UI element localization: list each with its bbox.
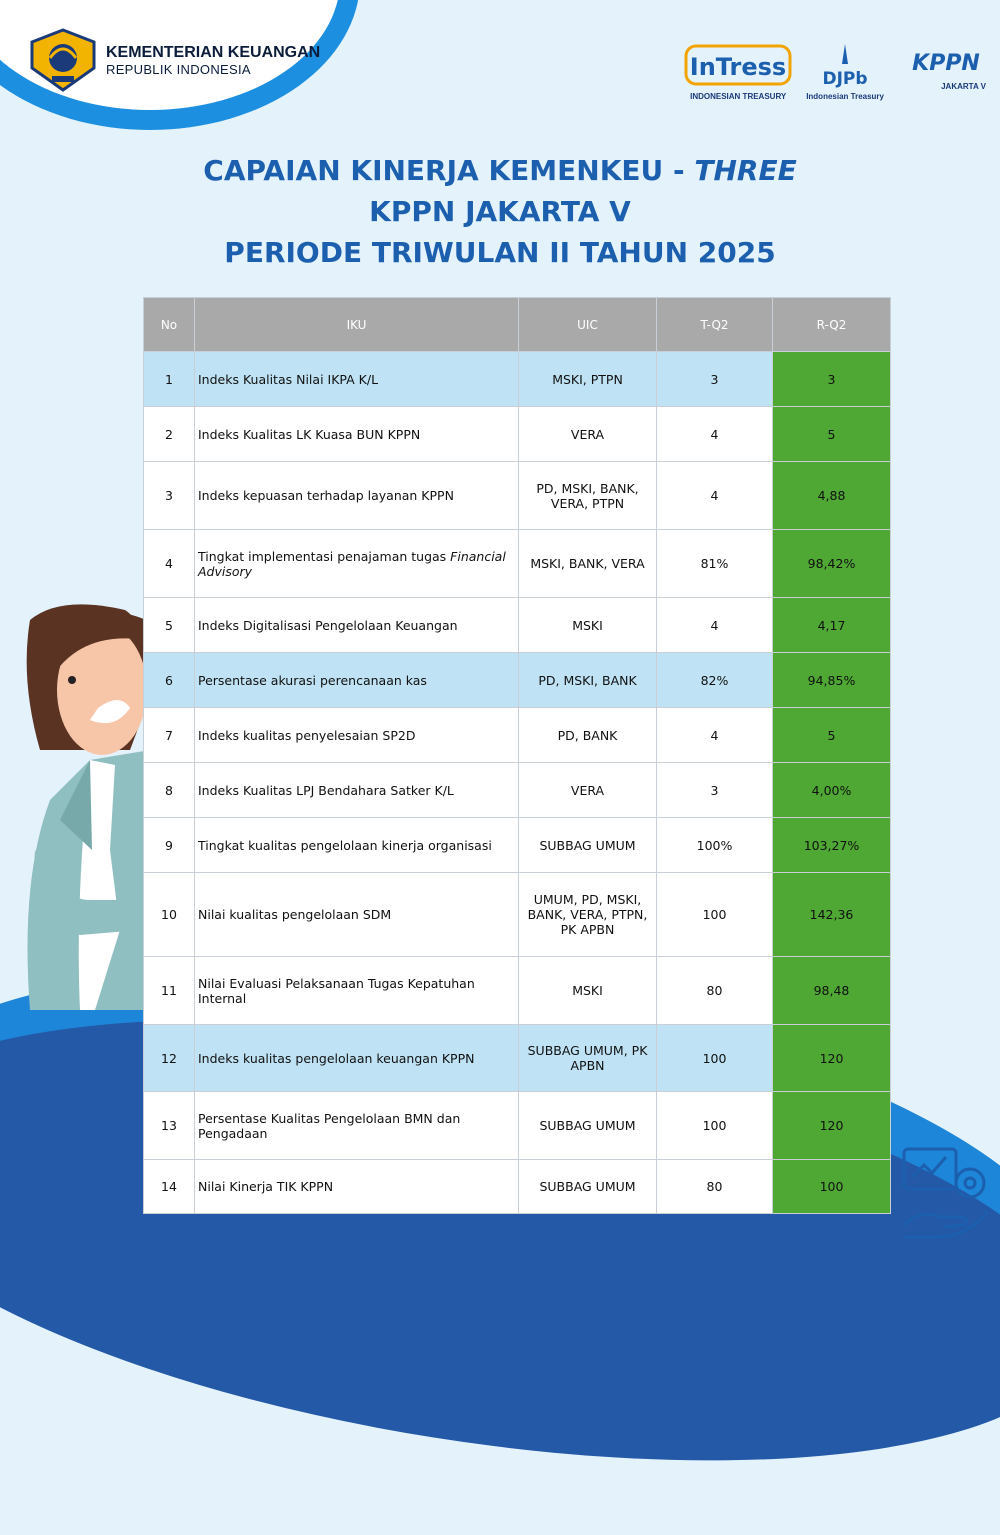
cell-iku: Indeks kepuasan terhadap layanan KPPN bbox=[195, 462, 519, 530]
cell-rq2: 94,85% bbox=[773, 653, 891, 708]
djpb-caption: Indonesian Treasury bbox=[806, 92, 884, 101]
cell-rq2: 4,00% bbox=[773, 763, 891, 818]
djpb-logo bbox=[806, 42, 884, 101]
cell-tq2: 80 bbox=[657, 957, 773, 1025]
cell-iku: Nilai Evaluasi Pelaksanaan Tugas Kepatuhan Internal bbox=[195, 957, 519, 1025]
cell-no: 1 bbox=[144, 352, 195, 407]
analytics-hand-icon bbox=[900, 1145, 992, 1240]
cell-uic: UMUM, PD, MSKI, BANK, VERA, PTPN, PK APBN bbox=[519, 873, 657, 957]
table-row bbox=[144, 957, 891, 1025]
cell-no: 8 bbox=[144, 763, 195, 818]
cell-rq2: 4,88 bbox=[773, 462, 891, 530]
cell-no: 9 bbox=[144, 818, 195, 873]
ministry-brand bbox=[28, 28, 320, 92]
table-header-row bbox=[144, 298, 891, 352]
cell-uic: MSKI, PTPN bbox=[519, 352, 657, 407]
cell-rq2: 100 bbox=[773, 1160, 891, 1214]
cell-iku: Nilai Kinerja TIK KPPN bbox=[195, 1160, 519, 1214]
cell-iku: Indeks Digitalisasi Pengelolaan Keuangan bbox=[195, 598, 519, 653]
cell-uic: VERA bbox=[519, 407, 657, 462]
cell-uic: SUBBAG UMUM, PK APBN bbox=[519, 1025, 657, 1092]
table-row bbox=[144, 352, 891, 407]
cell-uic: MSKI, BANK, VERA bbox=[519, 530, 657, 598]
col-header-rq2: R-Q2 bbox=[773, 298, 891, 352]
cell-rq2: 4,17 bbox=[773, 598, 891, 653]
kppn-caption: JAKARTA V bbox=[941, 82, 986, 91]
table-row bbox=[144, 1092, 891, 1160]
cell-tq2: 4 bbox=[657, 462, 773, 530]
cell-iku: Persentase akurasi perencanaan kas bbox=[195, 653, 519, 708]
page-title bbox=[0, 150, 1000, 273]
table-row bbox=[144, 873, 891, 957]
title-line-3: PERIODE TRIWULAN II TAHUN 2025 bbox=[224, 236, 776, 269]
cell-uic: PD, MSKI, BANK bbox=[519, 653, 657, 708]
title-italic-three: THREE bbox=[694, 154, 797, 187]
svg-text:InTress: InTress bbox=[689, 53, 787, 81]
org-subname: REPUBLIK INDONESIA bbox=[106, 61, 251, 77]
table-row bbox=[144, 407, 891, 462]
cell-iku: Indeks kualitas pengelolaan keuangan KPPN bbox=[195, 1025, 519, 1092]
cell-no: 2 bbox=[144, 407, 195, 462]
cell-no: 10 bbox=[144, 873, 195, 957]
col-header-tq2: T-Q2 bbox=[657, 298, 773, 352]
org-name: KEMENTERIAN KEUANGAN bbox=[106, 43, 321, 61]
woman-illustration bbox=[20, 600, 150, 1010]
cell-no: 7 bbox=[144, 708, 195, 763]
cell-no: 14 bbox=[144, 1160, 195, 1214]
cell-tq2: 100 bbox=[657, 1025, 773, 1092]
cell-rq2: 5 bbox=[773, 708, 891, 763]
table-row bbox=[144, 462, 891, 530]
cell-tq2: 82% bbox=[657, 653, 773, 708]
kppn-logo-icon bbox=[898, 42, 994, 78]
cell-iku: Indeks Kualitas LPJ Bendahara Satker K/L bbox=[195, 763, 519, 818]
iku-table bbox=[143, 297, 891, 1214]
cell-rq2: 5 bbox=[773, 407, 891, 462]
cell-rq2: 120 bbox=[773, 1092, 891, 1160]
svg-text:KPPN: KPPN bbox=[912, 51, 980, 76]
ministry-emblem-icon bbox=[28, 28, 98, 92]
col-header-uic: UIC bbox=[519, 298, 657, 352]
cell-no: 6 bbox=[144, 653, 195, 708]
cell-tq2: 100 bbox=[657, 873, 773, 957]
cell-tq2: 4 bbox=[657, 598, 773, 653]
cell-tq2: 80 bbox=[657, 1160, 773, 1214]
cell-rq2: 3 bbox=[773, 352, 891, 407]
table-row bbox=[144, 708, 891, 763]
svg-text:DJPb: DJPb bbox=[822, 69, 868, 88]
table-row bbox=[144, 530, 891, 598]
cell-rq2: 103,27% bbox=[773, 818, 891, 873]
cell-no: 4 bbox=[144, 530, 195, 598]
col-header-iku: IKU bbox=[195, 298, 519, 352]
cell-rq2: 98,48 bbox=[773, 957, 891, 1025]
cell-rq2: 120 bbox=[773, 1025, 891, 1092]
table-row bbox=[144, 818, 891, 873]
cell-tq2: 81% bbox=[657, 530, 773, 598]
cell-uic: MSKI bbox=[519, 957, 657, 1025]
kppn-logo bbox=[898, 42, 994, 91]
table-row bbox=[144, 763, 891, 818]
cell-no: 12 bbox=[144, 1025, 195, 1092]
cell-iku: Indeks Kualitas Nilai IKPA K/L bbox=[195, 352, 519, 407]
partner-logos bbox=[684, 42, 994, 101]
cell-uic: PD, MSKI, BANK, VERA, PTPN bbox=[519, 462, 657, 530]
djpb-logo-icon bbox=[815, 42, 875, 88]
cell-tq2: 3 bbox=[657, 352, 773, 407]
col-header-no: No bbox=[144, 298, 195, 352]
cell-no: 5 bbox=[144, 598, 195, 653]
cell-uic: MSKI bbox=[519, 598, 657, 653]
cell-iku-italic: Financial Advisory bbox=[198, 548, 506, 579]
cell-no: 13 bbox=[144, 1092, 195, 1160]
cell-tq2: 100 bbox=[657, 1092, 773, 1160]
cell-no: 3 bbox=[144, 462, 195, 530]
table-row bbox=[144, 653, 891, 708]
cell-no: 11 bbox=[144, 957, 195, 1025]
cell-uic: SUBBAG UMUM bbox=[519, 818, 657, 873]
cell-tq2: 4 bbox=[657, 407, 773, 462]
cell-tq2: 100% bbox=[657, 818, 773, 873]
cell-uic: SUBBAG UMUM bbox=[519, 1160, 657, 1214]
cell-uic: PD, BANK bbox=[519, 708, 657, 763]
cell-iku: Tingkat kualitas pengelolaan kinerja organisasi bbox=[195, 818, 519, 873]
cell-uic: SUBBAG UMUM bbox=[519, 1092, 657, 1160]
cell-tq2: 4 bbox=[657, 708, 773, 763]
cell-iku: Persentase Kualitas Pengelolaan BMN dan Pengadaan bbox=[195, 1092, 519, 1160]
cell-tq2: 3 bbox=[657, 763, 773, 818]
cell-iku: Nilai kualitas pengelolaan SDM bbox=[195, 873, 519, 957]
cell-rq2: 142,36 bbox=[773, 873, 891, 957]
table-row bbox=[144, 598, 891, 653]
table-row bbox=[144, 1160, 891, 1214]
cell-rq2: 98,42% bbox=[773, 530, 891, 598]
cell-iku: Indeks kualitas penyelesaian SP2D bbox=[195, 708, 519, 763]
cell-iku: Indeks Kualitas LK Kuasa BUN KPPN bbox=[195, 407, 519, 462]
table-row bbox=[144, 1025, 891, 1092]
title-line-1: CAPAIAN KINERJA KEMENKEU - THREE bbox=[203, 154, 797, 187]
intress-logo bbox=[684, 42, 792, 101]
cell-iku: Tingkat implementasi penajaman tugas Financial Advisory bbox=[195, 530, 519, 598]
title-line-2: KPPN JAKARTA V bbox=[369, 195, 631, 228]
cell-uic: VERA bbox=[519, 763, 657, 818]
intress-logo-icon bbox=[684, 42, 792, 88]
intress-caption: INDONESIAN TREASURY bbox=[690, 92, 787, 101]
